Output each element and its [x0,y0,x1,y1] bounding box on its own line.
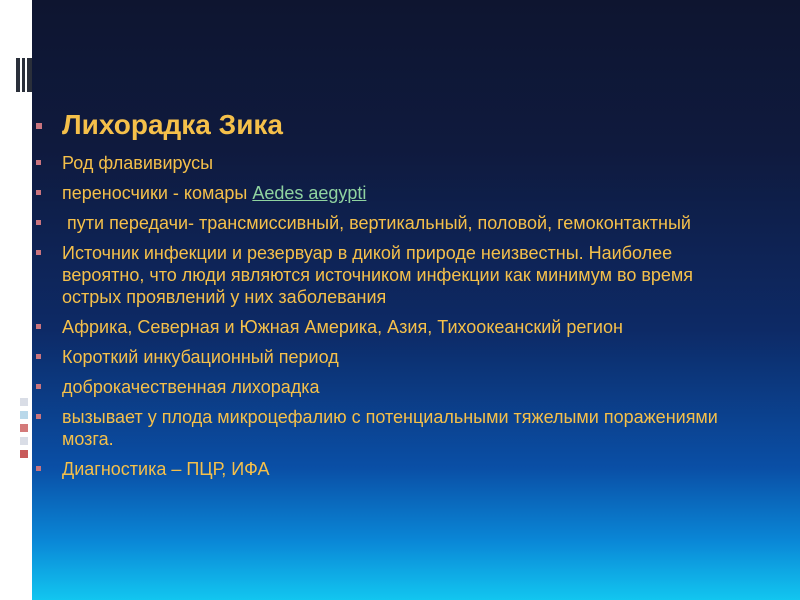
bullet-icon [36,414,41,419]
bullet-icon [36,190,41,195]
bullet-icon [36,384,41,389]
bullet-icon [36,466,41,471]
title-row [36,108,736,142]
bullet-text: доброкачественная лихорадка [62,376,320,397]
corner-decoration [16,58,32,92]
bullet-text: Род флавивирусы [62,152,214,173]
slide-content [36,108,736,488]
list-item [36,406,736,450]
list-item [36,152,736,174]
slide-title: Лихорадка Зика [62,109,283,140]
list-item [36,346,736,368]
bullet-text: вызывает у плода микроцефалию с потенциальными тяжелыми поражениями мозга. [62,406,718,449]
bullet-icon [36,160,41,165]
list-item [36,458,736,480]
list-item [36,182,736,204]
bullet-icon [36,324,41,329]
title-bullet-icon [36,123,42,129]
list-item [36,316,736,338]
bullet-icon [36,354,41,359]
bullet-text: Источник инфекции и резервуар в дикой природе неизвестны. Наиболее вероятно, что люди являются источником инфекции как минимум во время острых проявлений у них заболевания [62,242,694,307]
bullet-text-with-link [62,182,736,204]
bullet-icon [36,220,41,225]
bullet-list [36,152,736,480]
side-decoration-squares [20,398,28,463]
left-margin-strip [0,0,32,600]
bullet-text: Африка, Северная и Южная Америка, Азия, Тихоокеанский регион [62,316,623,337]
bullet-icon [36,250,41,255]
bullet-text: Короткий инкубационный период [62,346,339,367]
list-item [36,242,736,308]
bullet-text: Диагностика – ПЦР, ИФА [62,458,270,479]
bullet-text: переносчики - комары [62,182,253,203]
list-item [36,376,736,398]
list-item [36,212,736,234]
bullet-text: пути передачи- трансмиссивный, вертикальный, половой, гемоконтактный [62,212,691,233]
aedes-aegypti-link[interactable]: Aedes aegypti [252,182,367,203]
